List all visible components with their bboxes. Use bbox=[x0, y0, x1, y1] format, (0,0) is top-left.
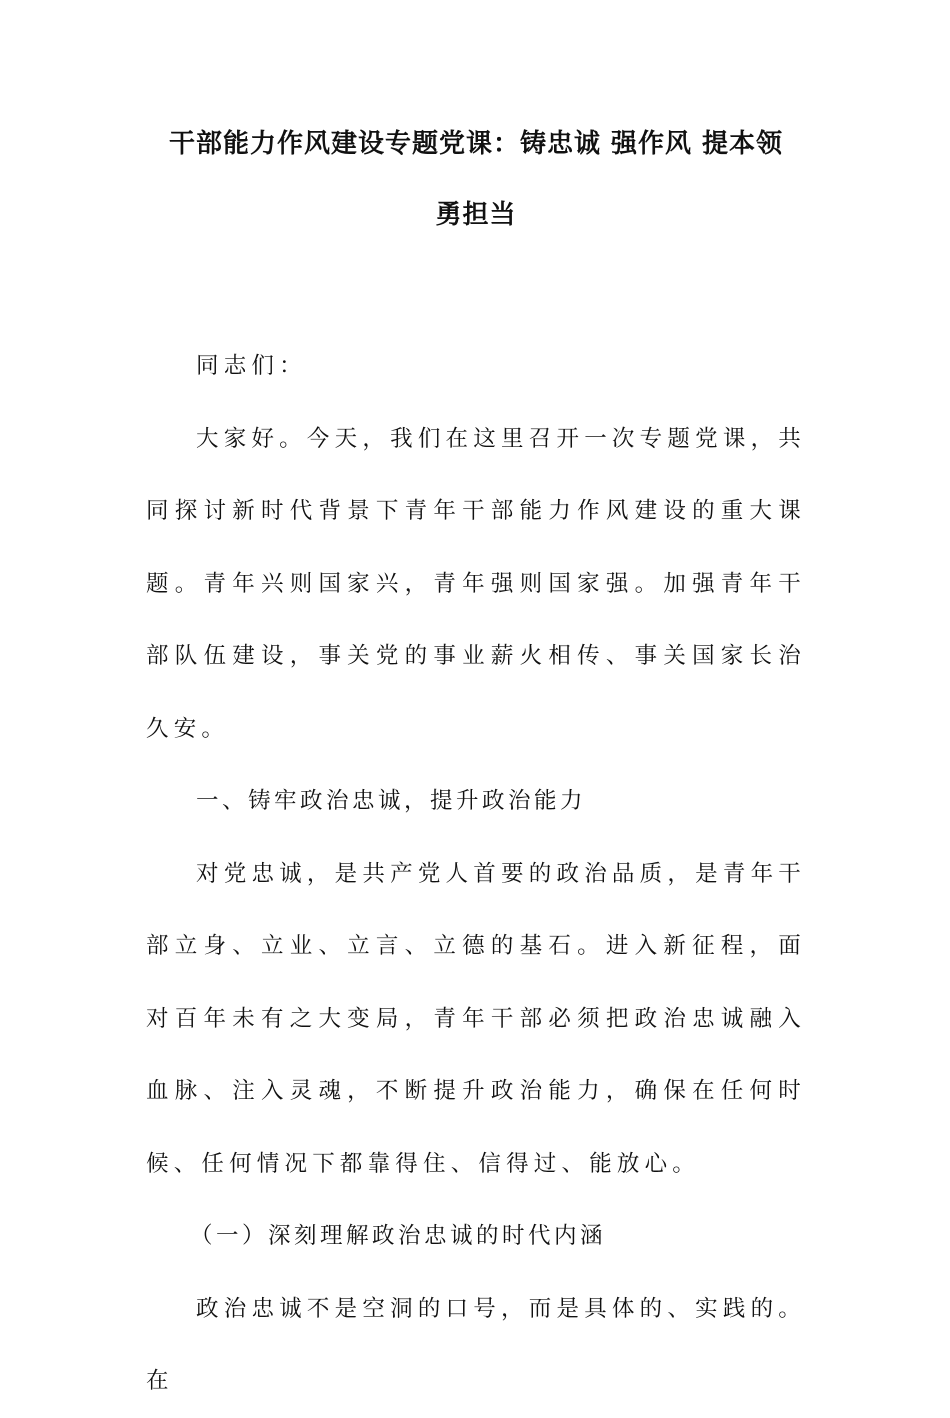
body-paragraph: 大家好。今天，我们在这里召开一次专题党课，共同探讨新时代背景下青年干部能力作风建设的重大课题。青年兴则国家兴，青年强则国家强。加强青年干部队伍建设，事关党的事业薪火相传、事关国家长治久安。 bbox=[146, 425, 806, 742]
section-heading: 一、铸牢政治忠诚，提升政治能力 bbox=[196, 788, 587, 814]
subsection-heading: （一）深刻理解政治忠诚的时代内涵 bbox=[190, 1223, 607, 1249]
document-title-line-2: 勇担当 bbox=[435, 200, 517, 230]
body-paragraph: 政治忠诚不是空洞的口号，而是具体的、实践的。在 bbox=[146, 1295, 806, 1394]
body-paragraph: 对党忠诚，是共产党人首要的政治品质，是青年干部立身、立业、立言、立德的基石。进入新征程，面对百年未有之大变局，青年干部必须把政治忠诚融入血脉、注入灵魂，不断提升政治能力，确保在任何时候、任何情况下都靠得住、信得过、能放心。 bbox=[146, 860, 806, 1177]
document-title-line-1: 干部能力作风建设专题党课：铸忠诚 强作风 提本领 bbox=[168, 129, 784, 159]
document-body bbox=[146, 330, 806, 1418]
salutation: 同志们： bbox=[196, 353, 307, 379]
